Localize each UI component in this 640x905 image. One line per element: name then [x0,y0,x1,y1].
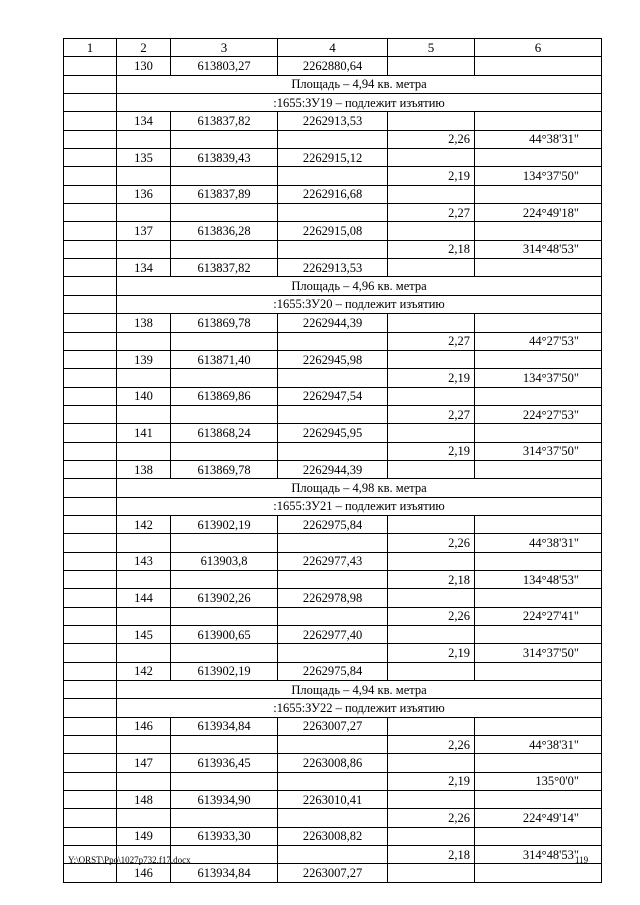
empty-cell [117,442,171,460]
empty-cell [171,644,278,662]
empty-cell [171,809,278,827]
coordinate-y: 2262915,12 [278,149,388,167]
coordinates-table [63,38,602,883]
empty-cell [475,754,602,772]
coordinate-x: 613933,30 [171,827,278,845]
point-row [64,149,602,167]
direction-angle: 224°49'14" [475,809,602,827]
empty-cell [388,827,475,845]
empty-cell [64,149,117,167]
coordinate-x: 613903,8 [171,552,278,570]
area-label: Площадь – 4,96 кв. метра [117,277,602,295]
segment-row [64,405,602,423]
coordinate-x: 613869,78 [171,460,278,478]
empty-cell [475,662,602,680]
empty-cell [117,332,171,350]
empty-cell [64,222,117,240]
segment-row [64,369,602,387]
coordinate-y: 2262945,98 [278,350,388,368]
parcel-row [64,699,602,717]
empty-cell [475,424,602,442]
direction-angle: 134°37'50" [475,167,602,185]
point-number: 136 [117,185,171,203]
segment-row [64,644,602,662]
empty-cell [278,130,388,148]
empty-cell [64,405,117,423]
direction-angle: 224°49'18" [475,204,602,222]
coordinate-y: 2263007,27 [278,864,388,882]
empty-cell [278,534,388,552]
coordinate-x: 613868,24 [171,424,278,442]
empty-cell [64,479,117,497]
segment-row [64,607,602,625]
coordinate-x: 613902,19 [171,662,278,680]
segment-row [64,442,602,460]
point-row [64,626,602,644]
empty-cell [64,204,117,222]
direction-angle: 314°48'53" [475,240,602,258]
header-cell: 6 [475,39,602,57]
header-row [64,39,602,57]
direction-angle: 314°37'50" [475,644,602,662]
coordinate-x: 613837,82 [171,259,278,277]
empty-cell [64,57,117,75]
parcel-row [64,94,602,112]
empty-cell [64,240,117,258]
area-row [64,75,602,93]
segment-row [64,570,602,588]
empty-cell [388,460,475,478]
coordinate-x: 613869,86 [171,387,278,405]
segment-length: 2,18 [388,240,475,258]
empty-cell [64,552,117,570]
empty-cell [64,736,117,754]
direction-angle: 44°27'53" [475,332,602,350]
coordinate-y: 2262913,53 [278,112,388,130]
point-number: 149 [117,827,171,845]
point-number: 141 [117,424,171,442]
parcel-row [64,295,602,313]
empty-cell [278,736,388,754]
empty-cell [475,827,602,845]
point-number: 144 [117,589,171,607]
empty-cell [117,772,171,790]
empty-cell [64,350,117,368]
empty-cell [64,369,117,387]
empty-cell [475,185,602,203]
empty-cell [388,387,475,405]
empty-cell [64,515,117,533]
point-number: 146 [117,864,171,882]
empty-cell [64,295,117,313]
empty-cell [64,75,117,93]
point-row [64,185,602,203]
direction-angle: 135°0'0" [475,772,602,790]
header-cell: 4 [278,39,388,57]
empty-cell [388,791,475,809]
empty-cell [278,369,388,387]
empty-cell [117,405,171,423]
empty-cell [117,570,171,588]
point-row [64,57,602,75]
empty-cell [475,589,602,607]
empty-cell [64,644,117,662]
segment-length: 2,26 [388,736,475,754]
direction-angle: 224°27'53" [475,405,602,423]
direction-angle: 134°48'53" [475,570,602,588]
point-number: 137 [117,222,171,240]
empty-cell [64,809,117,827]
empty-cell [171,405,278,423]
point-row [64,314,602,332]
empty-cell [388,864,475,882]
header-cell: 3 [171,39,278,57]
empty-cell [388,314,475,332]
empty-cell [278,846,388,864]
empty-cell [388,754,475,772]
empty-cell [171,204,278,222]
point-row [64,754,602,772]
empty-cell [171,570,278,588]
parcel-row [64,497,602,515]
coordinate-x: 613934,84 [171,864,278,882]
segment-row [64,772,602,790]
empty-cell [171,332,278,350]
coordinate-y: 2262975,84 [278,662,388,680]
coordinate-x: 613934,90 [171,791,278,809]
empty-cell [64,130,117,148]
empty-cell [117,369,171,387]
coordinate-y: 2262944,39 [278,314,388,332]
segment-length: 2,18 [388,846,475,864]
segment-row [64,130,602,148]
empty-cell [475,515,602,533]
empty-cell [171,736,278,754]
empty-cell [388,112,475,130]
direction-angle: 314°37'50" [475,442,602,460]
segment-length: 2,26 [388,607,475,625]
parcel-label: :1655:ЗУ19 – подлежит изъятию [117,94,602,112]
point-number: 146 [117,717,171,735]
empty-cell [117,809,171,827]
empty-cell [171,240,278,258]
empty-cell [388,662,475,680]
point-number: 134 [117,259,171,277]
empty-cell [64,589,117,607]
direction-angle: 314°48'53" [475,846,602,864]
segment-length: 2,19 [388,644,475,662]
empty-cell [475,350,602,368]
empty-cell [278,772,388,790]
empty-cell [475,57,602,75]
header-cell: 2 [117,39,171,57]
coordinate-y: 2263008,86 [278,754,388,772]
point-row [64,460,602,478]
segment-length: 2,27 [388,405,475,423]
coordinate-y: 2262916,68 [278,185,388,203]
empty-cell [64,497,117,515]
coordinate-x: 613837,89 [171,185,278,203]
empty-cell [278,809,388,827]
empty-cell [388,424,475,442]
coordinate-x: 613936,45 [171,754,278,772]
empty-cell [117,167,171,185]
coordinate-y: 2262977,40 [278,626,388,644]
footer-page-number: 119 [575,855,589,865]
segment-length: 2,27 [388,332,475,350]
point-number: 142 [117,515,171,533]
segment-length: 2,27 [388,204,475,222]
area-row [64,479,602,497]
empty-cell [117,130,171,148]
empty-cell [388,259,475,277]
empty-cell [64,534,117,552]
parcel-label: :1655:ЗУ22 – подлежит изъятию [117,699,602,717]
empty-cell [475,222,602,240]
empty-cell [278,644,388,662]
empty-cell [475,259,602,277]
point-row [64,864,602,882]
area-label: Площадь – 4,98 кв. метра [117,479,602,497]
coordinate-x: 613839,43 [171,149,278,167]
empty-cell [64,185,117,203]
empty-cell [117,644,171,662]
empty-cell [475,626,602,644]
parcel-label: :1655:ЗУ20 – подлежит изъятию [117,295,602,313]
coordinate-x: 613900,65 [171,626,278,644]
point-row [64,791,602,809]
point-row [64,424,602,442]
empty-cell [64,791,117,809]
coordinate-y: 2262915,08 [278,222,388,240]
empty-cell [388,717,475,735]
segment-length: 2,26 [388,534,475,552]
empty-cell [475,717,602,735]
empty-cell [64,699,117,717]
empty-cell [475,149,602,167]
coordinate-y: 2263008,82 [278,827,388,845]
empty-cell [117,534,171,552]
segment-row [64,736,602,754]
empty-cell [117,240,171,258]
coordinate-y: 2262945,95 [278,424,388,442]
direction-angle: 224°27'41" [475,607,602,625]
empty-cell [171,167,278,185]
empty-cell [171,130,278,148]
coordinate-x: 613902,26 [171,589,278,607]
segment-length: 2,19 [388,369,475,387]
empty-cell [64,570,117,588]
coordinate-x: 613871,40 [171,350,278,368]
empty-cell [388,626,475,644]
direction-angle: 44°38'31" [475,736,602,754]
empty-cell [388,149,475,167]
point-number: 134 [117,112,171,130]
point-number: 143 [117,552,171,570]
point-row [64,662,602,680]
area-label: Площадь – 4,94 кв. метра [117,681,602,699]
empty-cell [475,552,602,570]
direction-angle: 134°37'50" [475,369,602,387]
empty-cell [278,167,388,185]
coordinate-x: 613837,82 [171,112,278,130]
empty-cell [64,442,117,460]
empty-cell [388,57,475,75]
area-row [64,681,602,699]
footer-file-path: Y:\ORST\Ppo\1027p732.f17.docx [68,855,191,865]
empty-cell [64,259,117,277]
empty-cell [64,167,117,185]
point-number: 148 [117,791,171,809]
empty-cell [278,570,388,588]
empty-cell [64,277,117,295]
segment-length: 2,26 [388,130,475,148]
point-row [64,515,602,533]
segment-length: 2,19 [388,167,475,185]
area-row [64,277,602,295]
empty-cell [64,626,117,644]
empty-cell [64,332,117,350]
direction-angle: 44°38'31" [475,130,602,148]
empty-cell [278,405,388,423]
point-number: 138 [117,314,171,332]
empty-cell [64,717,117,735]
empty-cell [64,827,117,845]
point-row [64,350,602,368]
empty-cell [475,314,602,332]
header-cell: 1 [64,39,117,57]
point-row [64,259,602,277]
empty-cell [475,791,602,809]
segment-row [64,167,602,185]
point-row [64,222,602,240]
empty-cell [117,204,171,222]
empty-cell [117,607,171,625]
segment-row [64,332,602,350]
empty-cell [64,681,117,699]
empty-cell [64,112,117,130]
empty-cell [388,350,475,368]
segment-length: 2,26 [388,809,475,827]
point-number: 138 [117,460,171,478]
empty-cell [278,204,388,222]
coordinate-x: 613869,78 [171,314,278,332]
empty-cell [64,424,117,442]
segment-row [64,240,602,258]
empty-cell [475,387,602,405]
coordinate-x: 613934,84 [171,717,278,735]
segment-row [64,534,602,552]
empty-cell [64,387,117,405]
empty-cell [117,736,171,754]
coordinate-y: 2262944,39 [278,460,388,478]
empty-cell [64,314,117,332]
point-number: 139 [117,350,171,368]
segment-row [64,204,602,222]
point-row [64,589,602,607]
point-row [64,387,602,405]
segment-row [64,809,602,827]
point-number: 145 [117,626,171,644]
coordinate-x: 613803,27 [171,57,278,75]
direction-angle: 44°38'31" [475,534,602,552]
point-row [64,112,602,130]
coordinate-y: 2262978,98 [278,589,388,607]
segment-length: 2,19 [388,442,475,460]
coordinate-y: 2262880,64 [278,57,388,75]
empty-cell [171,772,278,790]
empty-cell [64,460,117,478]
empty-cell [64,772,117,790]
parcel-label: :1655:ЗУ21 – подлежит изъятию [117,497,602,515]
empty-cell [475,864,602,882]
coordinate-x: 613902,19 [171,515,278,533]
area-label: Площадь – 4,94 кв. метра [117,75,602,93]
coordinate-x: 613836,28 [171,222,278,240]
empty-cell [171,369,278,387]
coordinate-y: 2262975,84 [278,515,388,533]
empty-cell [64,94,117,112]
empty-cell [388,589,475,607]
empty-cell [64,754,117,772]
point-row [64,827,602,845]
point-number: 140 [117,387,171,405]
empty-cell [388,222,475,240]
coordinate-y: 2262977,43 [278,552,388,570]
empty-cell [278,607,388,625]
empty-cell [171,442,278,460]
point-row [64,552,602,570]
segment-length: 2,19 [388,772,475,790]
empty-cell [388,552,475,570]
coordinate-y: 2263007,27 [278,717,388,735]
empty-cell [64,662,117,680]
empty-cell [475,112,602,130]
point-number: 142 [117,662,171,680]
point-number: 135 [117,149,171,167]
point-number: 147 [117,754,171,772]
empty-cell [278,332,388,350]
empty-cell [64,607,117,625]
empty-cell [171,607,278,625]
coordinate-y: 2263010,41 [278,791,388,809]
empty-cell [388,515,475,533]
empty-cell [388,185,475,203]
header-cell: 5 [388,39,475,57]
point-row [64,717,602,735]
segment-length: 2,18 [388,570,475,588]
empty-cell [64,864,117,882]
coordinate-y: 2262913,53 [278,259,388,277]
empty-cell [475,460,602,478]
empty-cell [171,534,278,552]
table-body [64,39,602,883]
point-number: 130 [117,57,171,75]
coordinate-y: 2262947,54 [278,387,388,405]
empty-cell [278,240,388,258]
empty-cell [278,442,388,460]
